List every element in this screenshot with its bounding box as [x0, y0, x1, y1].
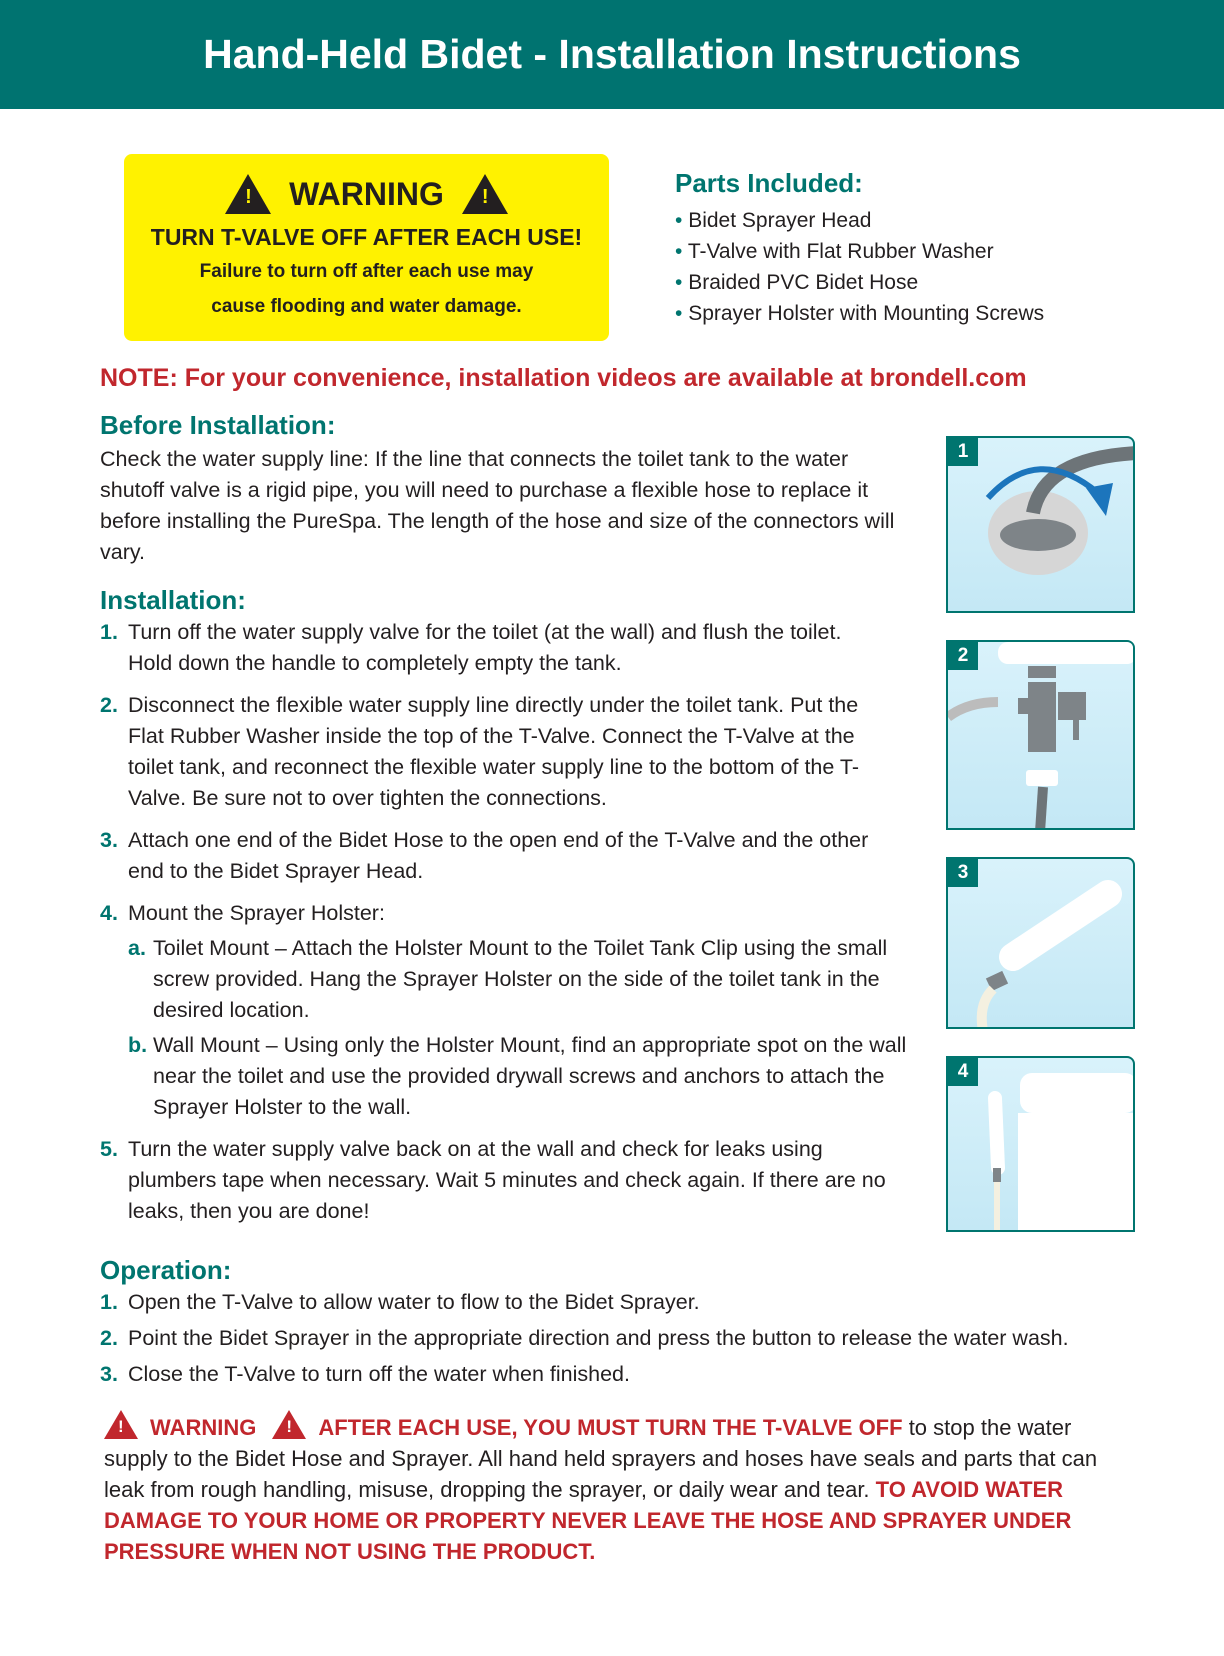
operation — [100, 1253, 1180, 1395]
warning-icon: ! — [272, 1410, 306, 1439]
warning-heading: WARNING — [289, 175, 444, 212]
panel-number: 3 — [948, 859, 978, 887]
warning-line: cause flooding and water damage. — [211, 296, 522, 317]
panel-number: 2 — [948, 642, 978, 670]
before-text: Check the water supply line: If the line that connects the toilet tank to the water shutoff valve is a rigid pipe, you will need to purchase a flexible hose to replace it before installing the PureSpa. The length of the hose and size of the connectors will vary. — [100, 447, 895, 564]
section-heading: Before Installation: — [100, 410, 336, 440]
section-heading: Installation: — [100, 585, 246, 615]
illustration-step-4 — [946, 1056, 1135, 1232]
final-warning: ! WARNING ! AFTER EACH USE, YOU MUST TURN THE T-VALVE OFF to stop the water supply to the Bidet Hose and Sprayer. All hand held sprayers and hoses have seals and parts that can leak from rough handling, misuse, dropping the sprayer, or daily wear and tear. TO AVOID WATER DAMAGE TO YOUR HOME OR PROPERTY NEVER LEAVE THE HOSE AND SPRAYER UNDER PRESSURE WHEN NOT USING THE PRODUCT. — [104, 1410, 1134, 1567]
section-heading: Operation: — [100, 1255, 232, 1285]
page-title: Hand-Held Bidet - Installation Instructions — [0, 0, 1224, 109]
install-substep: a. Toilet Mount – Attach the Holster Mount to the Toilet Tank Clip using the small screw provided. Hang the Sprayer Holster on the side of the toilet tank in the desired location. — [128, 936, 888, 1022]
warning-box — [124, 154, 609, 341]
part-item: • T-Valve with Flat Rubber Washer — [675, 236, 1044, 267]
panel-number: 1 — [948, 438, 978, 466]
part-item: • Bidet Sprayer Head — [675, 205, 1044, 236]
install-substep: b. Wall Mount – Using only the Holster Mount, find an appropriate spot on the wall near the toilet and use the provided drywall screws and anchors to attach the Sprayer Holster to the wall. — [128, 1033, 907, 1119]
warning-icon: ! — [462, 174, 508, 214]
illustration-step-1 — [946, 436, 1135, 613]
parts-heading: Parts Included: — [675, 168, 863, 198]
warning-line: TURN T-VALVE OFF AFTER EACH USE! — [150, 224, 583, 250]
parts-included — [675, 168, 1044, 329]
warning-line: Failure to turn off after each use may — [199, 261, 534, 282]
note: NOTE: For your convenience, installation videos are available at brondell.com — [100, 364, 1027, 392]
install-step: 1. Turn off the water supply valve for the toilet (at the wall) and flush the toilet. Hold down the handle to completely empty the tank. — [100, 620, 842, 675]
part-item: • Sprayer Holster with Mounting Screws — [675, 298, 1044, 329]
panel-number: 4 — [948, 1058, 978, 1086]
before-installation — [100, 410, 900, 568]
operation-step: 3. Close the T-Valve to turn off the water when finished. — [100, 1362, 630, 1386]
part-item: • Braided PVC Bidet Hose — [675, 267, 1044, 298]
install-step: 4. Mount the Sprayer Holster: — [100, 901, 385, 925]
installation — [100, 583, 930, 1238]
install-step: 3. Attach one end of the Bidet Hose to the open end of the T-Valve and the other end to the Bidet Sprayer Head. — [100, 828, 869, 883]
illustration-step-3 — [946, 857, 1135, 1029]
warning-icon: ! — [225, 174, 271, 214]
install-step: 5. Turn the water supply valve back on at the wall and check for leaks using plumbers tape when necessary. Wait 5 minutes and check again. If there are no leaks, then you are done! — [100, 1137, 886, 1223]
operation-step: 1. Open the T-Valve to allow water to flow to the Bidet Sprayer. — [100, 1290, 700, 1314]
illustration-step-2 — [946, 640, 1135, 830]
install-step: 2. Disconnect the flexible water supply line directly under the toilet tank. Put the Flat Rubber Washer inside the top of the T-Valve. Connect the T-Valve at the toilet tank, and reconnect the flexible water supply line to the bottom of the T-Valve. Be sure not to over tighten the connections. — [100, 693, 860, 810]
operation-step: 2. Point the Bidet Sprayer in the appropriate direction and press the button to release the water wash. — [100, 1326, 1069, 1350]
warning-icon: ! — [104, 1410, 138, 1439]
